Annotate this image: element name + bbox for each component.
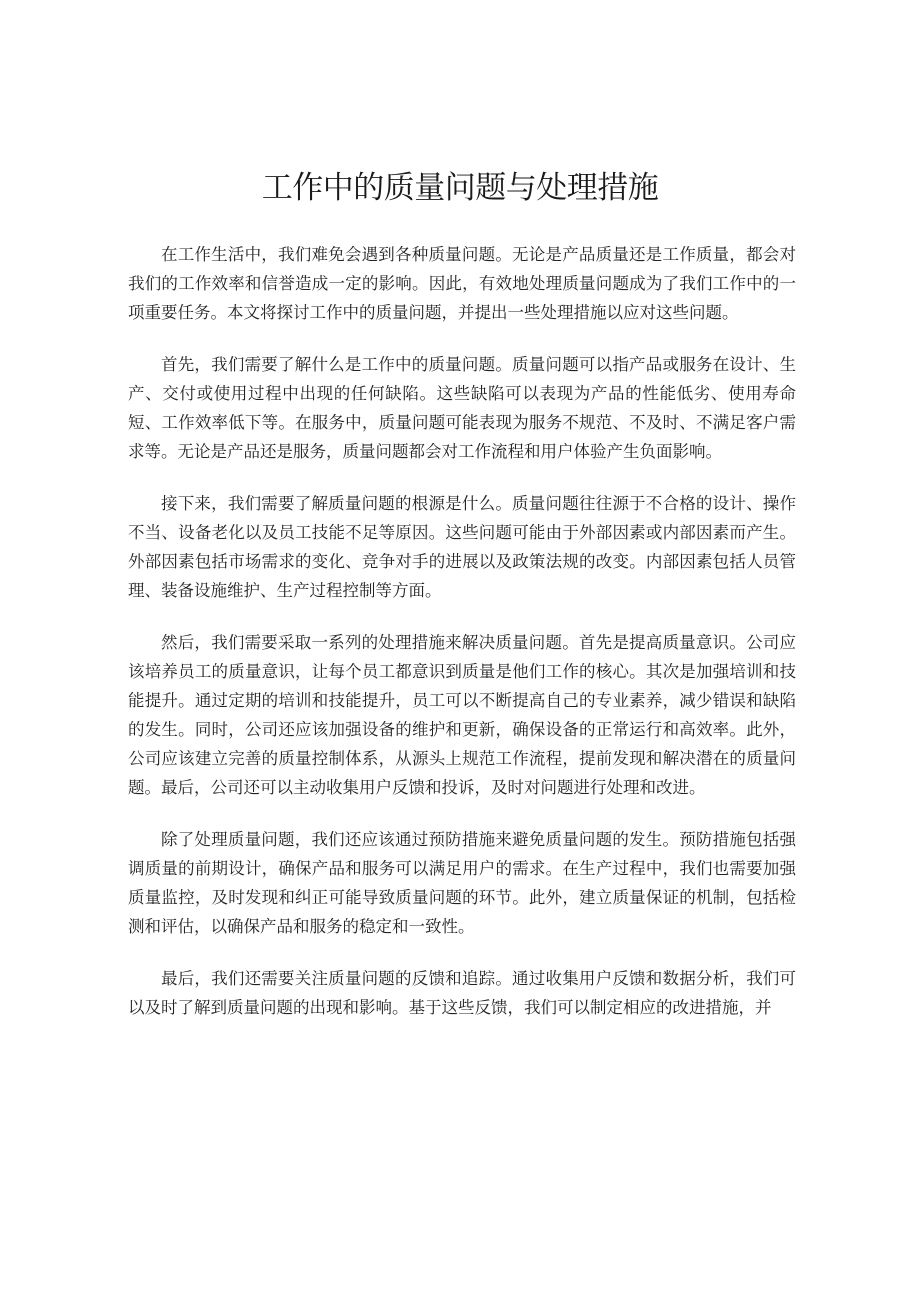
paragraph-4: 然后，我们需要采取一系列的处理措施来解决质量问题。首先是提高质量意识。公司应该培养员工的质量意识，让每个员工都意识到质量是他们工作的核心。其次是加强培训和技能提升。通过定期的培训和技能提升，员工可以不断提高自己的专业素养，减少错误和缺陷的发生。同时，公司还应该加强设备的维护和更新，确保设备的正常运行和高效率。此外，公司应该建立完善的质量控制体系，从源头上规范工作流程，提前发现和解决潜在的质量问题。最后，公司还可以主动收集用户反馈和投诉，及时对问题进行处理和改进。 bbox=[128, 633, 796, 797]
document-title: 工作中的质量问题与处理措施 bbox=[261, 170, 659, 206]
document-body bbox=[128, 240, 796, 1045]
paragraph-3: 接下来，我们需要了解质量问题的根源是什么。质量问题往往源于不合格的设计、操作不当、设备老化以及员工技能不足等原因。这些问题可能由于外部因素或内部因素而产生。外部因素包括市场需求的变化、竞争对手的进展以及政策法规的改变。内部因素包括人员管理、装备设施维护、生产过程控制等方面。 bbox=[128, 494, 796, 600]
paragraph-1: 在工作生活中，我们难免会遇到各种质量问题。无论是产品质量还是工作质量，都会对我们的工作效率和信誉造成一定的影响。因此，有效地处理质量问题成为了我们工作中的一项重要任务。本文将探讨工作中的质量问题，并提出一些处理措施以应对这些问题。 bbox=[128, 245, 796, 322]
paragraph-5: 除了处理质量问题，我们还应该通过预防措施来避免质量问题的发生。预防措施包括强调质量的前期设计，确保产品和服务可以满足用户的需求。在生产过程中，我们也需要加强质量监控，及时发现和纠正可能导致质量问题的环节。此外，建立质量保证的机制，包括检测和评估，以确保产品和服务的稳定和一致性。 bbox=[128, 830, 796, 936]
paragraph-6: 最后，我们还需要关注质量问题的反馈和追踪。通过收集用户反馈和数据分析，我们可以及时了解到质量问题的出现和影响。基于这些反馈，我们可以制定相应的改进措施，并 bbox=[128, 969, 796, 1017]
paragraph-2: 首先，我们需要了解什么是工作中的质量问题。质量问题可以指产品或服务在设计、生产、交付或使用过程中出现的任何缺陷。这些缺陷可以表现为产品的性能低劣、使用寿命短、工作效率低下等。在服务中，质量问题可能表现为服务不规范、不及时、不满足客户需求等。无论是产品还是服务，质量问题都会对工作流程和用户体验产生负面影响。 bbox=[128, 355, 796, 461]
